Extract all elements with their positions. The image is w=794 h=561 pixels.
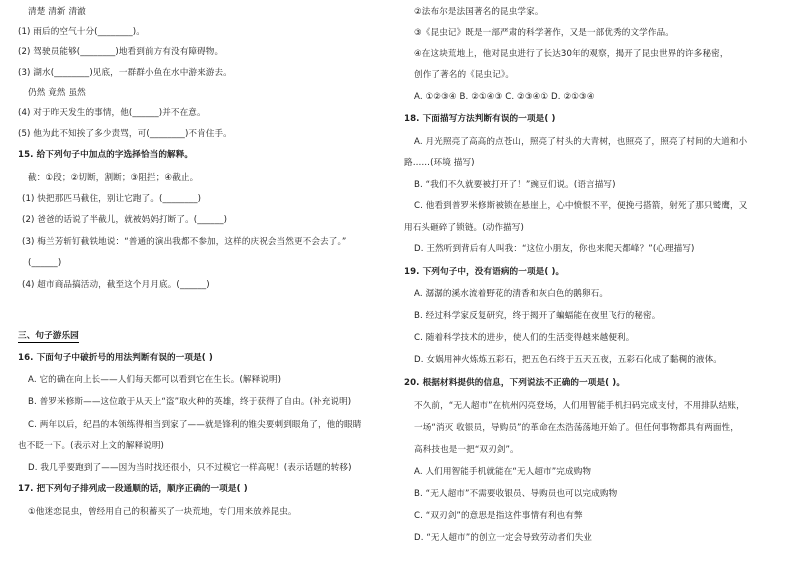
sentence-line: ②法布尔是法国著名的昆虫学家。 bbox=[414, 7, 544, 17]
option-line: C. 随着科学技术的进步，使人们的生活变得越来越便利。 bbox=[414, 333, 635, 343]
material-line: 不久前，“无人超市”在杭州闪亮登场，人们用智能手机扫码完成支付，不用排队结账， bbox=[414, 401, 745, 411]
sentence-line: ③《昆虫记》既是一部严肃的科学著作，又是一部优秀的文学作品。 bbox=[414, 28, 674, 38]
question-line: (3) 梅兰芳斩钉截铁地说：“普通的演出我都不参加，这样的庆祝会当然更不会去了。” bbox=[22, 237, 347, 247]
question-19-title: 19. 下列句子中，没有语病的一项是( )。 bbox=[404, 267, 565, 277]
options-line: A. ①②③④ B. ②①④③ C. ②③④① D. ②①③④ bbox=[414, 92, 595, 102]
option-line: A. 潺潺的溪水流着野花的清香和灰白色的鹅卵石。 bbox=[414, 289, 609, 299]
option-line: 用石头砸碎了锁链。(动作描写) bbox=[404, 223, 524, 233]
question-line: (4) 超市商品搞活动，截至这个月月底。(______) bbox=[22, 280, 210, 290]
option-line: C. 两年以后，纪昌的本领练得相当到家了——就是锋利的锥尖要刺到眼角了，他的眼睛 bbox=[28, 420, 362, 430]
question-16-title: 16. 下面句子中破折号的用法判断有误的一项是( ) bbox=[18, 353, 213, 363]
question-17-title: 17. 把下列句子排列成一段通顺的话，顺序正确的一项是( ) bbox=[18, 484, 248, 494]
section-title-text: 三、句子游乐园 bbox=[18, 331, 79, 341]
answer-blank: (______) bbox=[28, 258, 62, 268]
question-line: (2) 爸爸的话说了半截儿，就被妈妈打断了。(______) bbox=[22, 215, 228, 225]
option-line: A. 它的确在向上长——人们每天都可以看到它在生长。(解释说明) bbox=[28, 375, 282, 385]
question-15-title: 15. 给下列句子中加点的字选择恰当的解释。 bbox=[18, 150, 194, 160]
word-bank-2: 仍然 竟然 虽然 bbox=[28, 88, 86, 98]
sentence-line: ④在这块荒地上，他对昆虫进行了长达30年的观察，揭开了昆虫世界的许多秘密， bbox=[414, 49, 729, 59]
option-line: D. 我几乎要跑到了——因为当时找还很小，只不过模它一样高呢！(表示话题的转移) bbox=[28, 463, 352, 473]
option-line: C. “双刃剑”的意思是指这件事情有利也有弊 bbox=[414, 511, 583, 521]
material-line: 一场“消灭 收银员，导购员”的革命在杰浩荡荡地开始了。但任何事物都具有两面性， bbox=[414, 423, 739, 433]
material-line: 高科技也是一把“双刃剑”。 bbox=[414, 445, 519, 455]
question-18-title: 18. 下面描写方法判断有误的一项是( ) bbox=[404, 114, 556, 124]
definition-line: 截：①段；②切断，割断；③阻拦；④截止。 bbox=[28, 173, 199, 183]
question-line: (2) 驾驶员能够(________)地看到前方有没有障碍物。 bbox=[18, 47, 224, 57]
option-line: B. 普罗米修斯——这位敢于从天上“盗”取火种的英雄，终于获得了自由。(补充说明) bbox=[28, 397, 352, 407]
option-line: A. 月光照亮了高高的点苍山，照亮了村头的大青树，也照亮了，照亮了村间的大道和小 bbox=[414, 137, 748, 147]
sentence-line: 创作了著名的《昆虫记》。 bbox=[414, 70, 515, 80]
question-line: (1) 雨后的空气十分(________)。 bbox=[18, 27, 145, 37]
option-line: C. 他看到普罗米修斯被锁在悬崖上，心中愤恨不平，便挽弓搭箭，射死了那只鹫鹰，又 bbox=[414, 201, 748, 211]
question-20-title: 20. 根据材料提供的信息，下列说法不正确的一项是( )。 bbox=[404, 378, 626, 388]
sentence-line: ①他迷恋昆虫，曾经用自己的积蓄买了一块荒地，专门用来放养昆虫。 bbox=[28, 507, 297, 517]
section-title bbox=[18, 330, 393, 343]
question-line: (3) 湖水(________)见底，一群群小鱼在水中游来游去。 bbox=[18, 68, 232, 78]
option-line: D. “无人超市”的创立一定会导致劳动者们失业 bbox=[414, 533, 592, 543]
question-line: (1) 快把那匹马截住，别让它跑了。(________) bbox=[22, 194, 202, 204]
option-line: D. 王然听到背后有人叫我：“这位小朋友，你也来爬天都峰？”(心理描写) bbox=[414, 244, 695, 254]
option-line: B. “我们不久就要被打开了！”豌豆们说。(语言描写) bbox=[414, 180, 616, 190]
option-line: B. “无人超市”不需要收银员、导购员也可以完成购物 bbox=[414, 489, 618, 499]
option-line: 路……(环境 描写) bbox=[404, 158, 475, 168]
option-line: 也不眨一下。(表示对上文的解释说明) bbox=[18, 441, 165, 451]
option-line: D. 女娲用神火炼炼五彩石，把五色石终于五天五夜，五彩石化成了黏稠的液体。 bbox=[414, 355, 722, 365]
option-line: B. 经过科学家反复研究，终于揭开了蝙蝠能在夜里飞行的秘密。 bbox=[414, 311, 661, 321]
question-line: (5) 他为此不知挨了多少责骂，可(________)不肯住手。 bbox=[18, 129, 232, 139]
option-line: A. 人们用智能手机就能在“无人超市”完成购物 bbox=[414, 467, 592, 477]
word-bank-1: 清楚 清新 清澈 bbox=[28, 7, 86, 17]
question-line: (4) 对于昨天发生的事情，他(______)并不在意。 bbox=[18, 108, 206, 118]
